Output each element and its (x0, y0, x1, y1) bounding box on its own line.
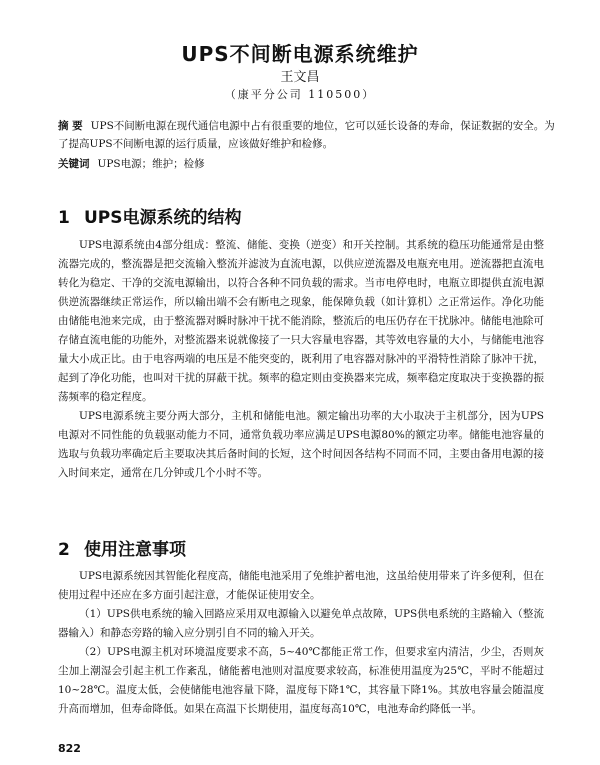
section-title: UPS电源系统的结构 (84, 208, 242, 228)
section-heading-1 (58, 203, 242, 228)
section-2-body (58, 567, 544, 719)
section-number: 2 (58, 540, 70, 560)
body-paragraph: UPS电源系统由4部分组成：整流、储能、变换（逆变）和开关控制。其系统的稳压功能通常是由整流器完成的，整流器是把交流输入整流并滤波为直流电源，以供应逆流器及电瓶充电用。逆流器把直流电转化为稳定、干净的交流电源输出，以符合各种不同负载的需求。当市电停电时，电瓶立即提供直流电源供逆流器继续正常运作，所以输出端不会有断电之现象，能保障负载（如计算机）之正常运作。净化功能由储能电池来完成，由于整流器对瞬时脉冲干扰不能消除，整流后的电压仍存在干扰脉冲。储能电池除可存储直流电能的功能外，对整流器来说就像接了一只大容量电容器，其等效电容量的大小，与储能电池容量大小成正比。由于电容两端的电压是不能突变的，既利用了电容器对脉冲的平滑特性消除了脉冲干扰，起到了净化功能，也叫对干扰的屏蔽干扰。频率的稳定则由变换器来完成，频率稳定度取决于变换器的振荡频率的稳定程度。 (58, 239, 544, 403)
section-heading-2 (58, 535, 186, 560)
paper-title: UPS不间断电源系统维护 (181, 42, 419, 66)
abstract-text: UPS不间断电源在现代通信电源中占有很重要的地位，它可以延长设备的寿命，保证数据的安全。为了提高UPS不间断电源的运行质量，应该做好维护和检修。 (58, 120, 555, 150)
abstract-label: 摘 要 (58, 120, 83, 132)
author-name: 王文昌 (280, 70, 320, 85)
section-1-body (58, 236, 544, 483)
body-paragraph: UPS电源系统因其智能化程度高，储能电池采用了免维护蓄电池，这虽给使用带来了许多便利，但在使用过程中还应在多方面引起注意，才能保证使用安全。 (58, 570, 544, 601)
body-paragraph: UPS电源系统主要分两大部分，主机和储能电池。额定输出功率的大小取决于主机部分，因为UPS电源对不同性能的负载驱动能力不同，通常负载功率应满足UPS电源80%的额定功率。储能电池容量的选取与负载功率确定后主要取决其后备时间的长短，这个时间因各结构不同而不同，主要由备用电源的接入时间来定，通常在几分钟或几个小时不等。 (58, 410, 544, 479)
body-paragraph: （2）UPS电源主机对环境温度要求不高，5~40℃都能正常工作，但要求室内清洁，少尘，否则灰尘加上潮湿会引起主机工作紊乱，储能蓄电池则对温度要求较高，标准使用温度为25℃，平时不能超过10~28℃。温度太低，会使储能电池容量下降，温度每下降1℃，其容量下降1%。其放电容量会随温度升高而增加，但寿命降低。如果在高温下长期使用，温度每高10℃，电池寿命约降低一半。 (58, 646, 544, 715)
page-number: 822 (58, 742, 81, 755)
body-paragraph: （1）UPS供电系统的输入回路应采用双电源输入以避免单点故障，UPS供电系统的主路输入（整流器输入）和静态旁路的输入应分别引自不同的输入开关。 (58, 608, 544, 639)
author-affiliation: （康平分公司 110500） (224, 88, 376, 101)
keywords-label: 关键词 (58, 158, 90, 170)
section-number: 1 (58, 208, 70, 228)
abstract-block (58, 117, 558, 173)
keywords-text: UPS电源；维护；检修 (97, 158, 205, 170)
section-title: 使用注意事项 (84, 540, 186, 560)
keywords-line (58, 155, 558, 173)
abstract-paragraph (58, 117, 558, 153)
